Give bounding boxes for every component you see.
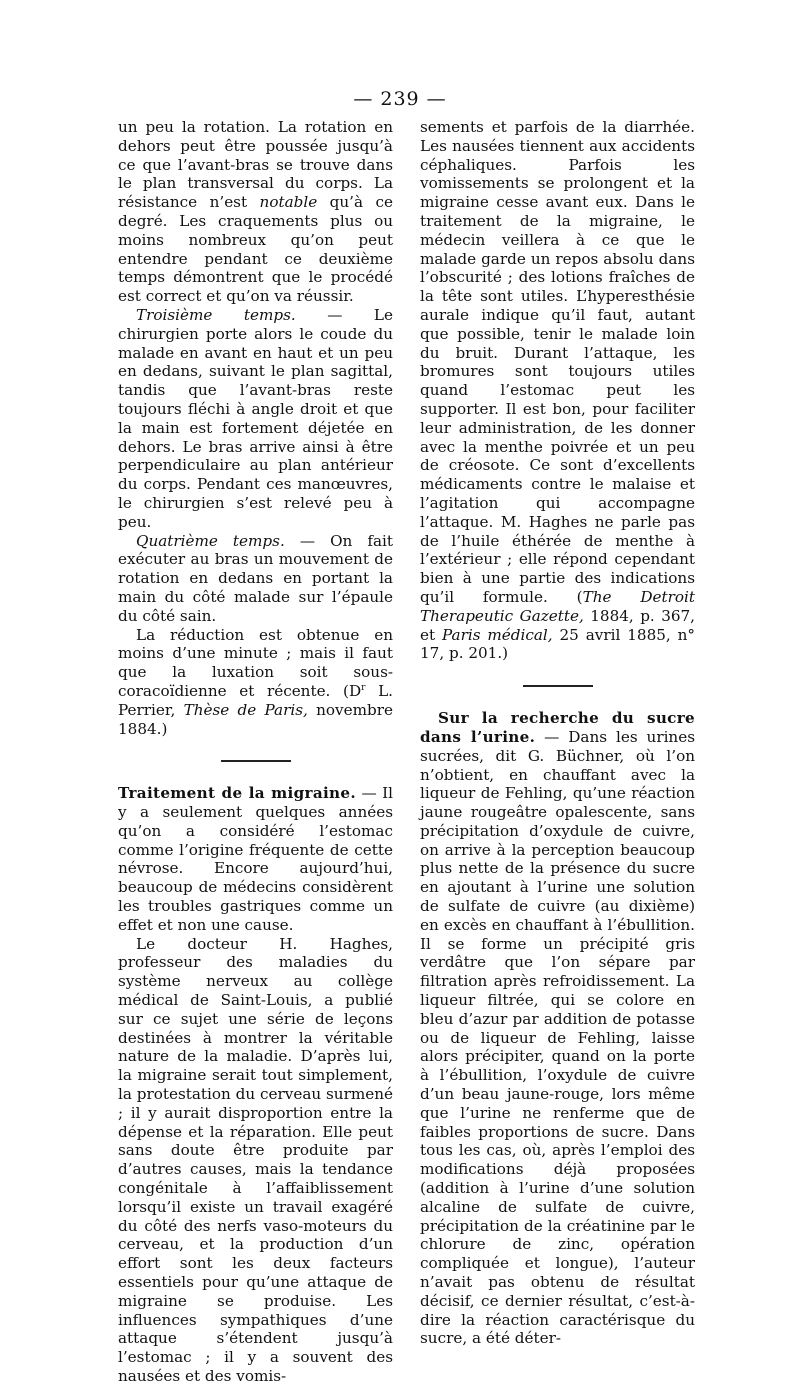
paragraph bbox=[118, 306, 393, 532]
italic-text: The Detroit Therapeutic Gazette, bbox=[420, 587, 695, 625]
italic-text: Thèse de Paris, bbox=[183, 700, 308, 719]
left-column bbox=[118, 118, 393, 1386]
divider bbox=[221, 760, 291, 762]
paragraph bbox=[118, 118, 393, 306]
text: novembre 1884.) bbox=[118, 700, 393, 738]
paragraph bbox=[420, 118, 695, 663]
divider bbox=[523, 685, 593, 687]
text: sements et parfois de la diarrhée. Les nausées tiennent aux accidents céphaliques. Parfois les vomissements se prolongent et la migraine cesse avant eux. Dans le traitement de la migraine, le médecin veillera à ce que le malade garde un repos absolu dans l’obscurité ; des lotions fraîches de la tête sont utiles. L’hyperesthésie aurale indique qu’il faut, autant que possible, tenir le malade loin du bruit. Durant l’attaque, les bromures sont toujours utiles quand l’estomac peut les supporter. Il est bon, pour faciliter leur administration, de les donner avec la menthe poivrée et un peu de créosote. Ce sont d’excellents médicaments contre le malaise et l’agitation qui accompagne l’attaque. M. Haghes ne parle pas de l’huile éthérée de menthe à l’extérieur ; elle répond cependant bien à une partie des indications qu’il formule. ( bbox=[420, 118, 695, 606]
text: La réduction est obtenue en moins d’une minute ; mais il faut que la luxation soit sous-coracoïdienne et récente. (D bbox=[118, 625, 393, 700]
italic-text: Paris médical, bbox=[442, 625, 553, 644]
text: Le docteur H. Haghes, professeur des maladies du système nerveux au collège médical de Saint-Louis, a publié sur ce sujet une série de leçons destinées à montrer la véritable nature de la maladie. D’après lui, la migraine serait tout simplement, la protestation du cerveau surmené ; il y aurait disproportion entre la dépense et la réparation. Elle peut sans doute être produite par d’autres causes, mais la tendance congénitale à l’affaiblissement lorsqu’il existe un travail exagéré du côté des nerfs vaso-moteurs du cerveau, et la production d’un effort sont les deux facteurs essentiels pour qu’une attaque de migraine se produise. Les influences sympathiques d’une attaque s’étendent jusqu’à l’estomac ; il y a souvent des nausées et des vomis- bbox=[118, 934, 393, 1385]
text: — Dans les urines sucrées, dit G. Büchner, où l’on n’obtient, en chauffant avec la liqueur de Fehling, qu’une réaction jaune rougeâtre opalescente, sans précipitation d’oxydule de cuivre, on arrive à la perception beaucoup plus nette de la présence du sucre en ajoutant à l’urine une solution de sulfate de cuivre (au dixième) en excès en chauffant à l’ébullition. Il se forme un précipité gris verdâtre que l’on sépare par filtration après refroidissement. La liqueur filtrée, qui se colore en bleu d’azur par addition de potasse ou de liqueur de Fehling, laisse alors précipiter, quand on la porte à l’ébullition, l’oxydule de cuivre d’un beau jaune-rouge, lors même que l’urine ne renferme que de faibles proportions de sucre. Dans tous les cas, où, après l’emploi des modifications déjà proposées (addition à l’urine d’une solution alcaline de sulfate de cuivre, précipitation de la créatinine par le chlorure de zinc, opération compliquée et longue), l’auteur n’avait pas obtenu de résultat décisif, ce dernier résultat, c’est-à-dire la réaction caractérisque du sucre, a été déter- bbox=[420, 727, 695, 1348]
paragraph bbox=[118, 626, 393, 739]
section-label: Quatrième temps. bbox=[136, 531, 285, 550]
italic-text: notable bbox=[259, 193, 318, 212]
section-label: Troisième temps. bbox=[136, 305, 296, 324]
article-start bbox=[118, 784, 393, 934]
page-number: — 239 — bbox=[353, 88, 447, 110]
text: qu’à ce degré. Les craquements plus ou moins nombreux qu’on peut entendre pendant ce deuxième temps démontrent que le procédé est correct et qu’on va réussir. bbox=[118, 193, 393, 306]
right-column bbox=[420, 118, 695, 1348]
article-start bbox=[420, 709, 695, 1348]
text: 1884, p. 367, et bbox=[420, 606, 696, 644]
text: 25 avril 1885, n° 17, p. 201.) bbox=[420, 625, 696, 663]
text: — Le chirurgien porte alors le coude du malade en avant en haut et un peu en dedans, suivant le plan sagittal, tandis que l’avant-bras reste toujours fléchi à angle droit et que la main est fortement déjetée en dehors. Le bras arrive ainsi à être perpendiculaire au plan antérieur du corps. Pendant ces manœuvres, le chirurgien s’est relevé peu à peu. bbox=[118, 305, 393, 531]
article-heading: Traitement de la migraine. bbox=[118, 784, 356, 803]
paragraph bbox=[118, 532, 393, 626]
text: L. Perrier, bbox=[118, 681, 393, 719]
text: un peu la rotation. La rotation en dehors peut être poussée jusqu’à ce que l’avant-bras se trouve dans le plan transversal du corps. La résistance n’est bbox=[118, 118, 393, 212]
superscript: r bbox=[361, 682, 366, 693]
text: — Il y a seulement quelques années qu’on a considéré l’estomac comme l’origine fréquente de cette névrose. Encore aujourd’hui, beaucoup de médecins considèrent les troubles gastriques comme un effet et non une cause. bbox=[118, 784, 393, 934]
text: — On fait exécuter au bras un mouvement de rotation en dedans en portant la main du côté malade sur l’épaule du côté sain. bbox=[118, 531, 393, 625]
paragraph bbox=[118, 935, 393, 1386]
article-heading: Sur la recherche du sucre dans l’urine. bbox=[420, 709, 695, 746]
